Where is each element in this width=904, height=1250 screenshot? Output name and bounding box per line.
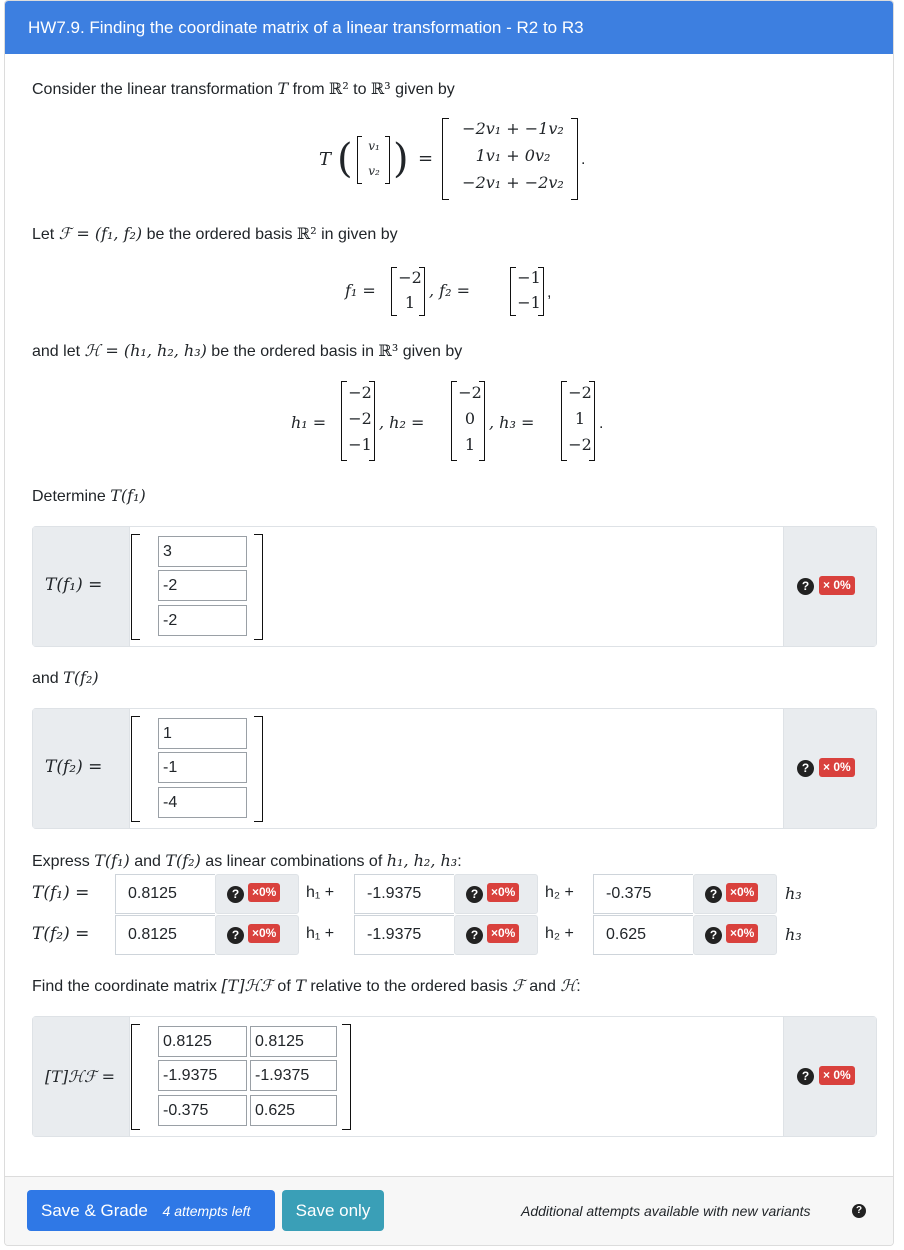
comb-prompt-text: Express bbox=[32, 853, 95, 870]
cm-score-cell bbox=[783, 1017, 876, 1136]
h2-entry-1: −2 bbox=[458, 383, 482, 402]
cm-prompt-mid: of bbox=[272, 978, 296, 995]
comb-row1-h1: h₁ + bbox=[306, 884, 335, 901]
comb-prompt-math2: T(f₂) bbox=[165, 851, 201, 870]
h2-entry-2: 0 bbox=[464, 409, 476, 428]
combinations-prompt bbox=[32, 851, 462, 872]
h1-entry-1: −2 bbox=[348, 383, 372, 402]
cm-score-badge: × 0% bbox=[819, 1066, 855, 1085]
comb-row1-c1-score bbox=[215, 874, 299, 914]
transformation-T: T bbox=[319, 149, 332, 170]
comb-row1-c2-badge: ×0% bbox=[487, 883, 519, 902]
comma-1: , bbox=[547, 284, 552, 301]
q1-help-icon[interactable]: ? bbox=[797, 578, 814, 595]
cm-prompt-text: Find the coordinate matrix bbox=[32, 978, 222, 995]
h3-bracket-right bbox=[589, 381, 595, 461]
comb-prompt-math3: h₁, h₂, h₃ bbox=[386, 851, 458, 870]
h1-entry-2: −2 bbox=[348, 409, 372, 428]
intro-text: Consider the linear transformation bbox=[32, 81, 278, 98]
cm-prompt-math: [T]ℋℱ bbox=[221, 976, 273, 995]
comb-prompt-end: : bbox=[457, 853, 462, 870]
h2-label: , h₂ = bbox=[379, 413, 425, 432]
comb-row2-c2-input[interactable] bbox=[354, 915, 454, 955]
comb-row2-c3-help-icon[interactable]: ? bbox=[705, 927, 722, 944]
transformation-lhs bbox=[319, 149, 331, 170]
h1-label: h₁ = bbox=[291, 413, 327, 432]
h1-bracket-right bbox=[369, 381, 375, 461]
comb-row1-h2: h₂ + bbox=[545, 884, 574, 901]
comb-row2-h3: h₃ bbox=[785, 925, 802, 944]
q1-input-3[interactable] bbox=[158, 605, 247, 636]
comb-row1-c2-help-icon[interactable]: ? bbox=[466, 886, 483, 903]
cm-input-r2c1[interactable] bbox=[158, 1060, 247, 1091]
basis-f-symbol: ℱ = (f₁, f₂) bbox=[58, 224, 143, 243]
q2-input-3[interactable] bbox=[158, 787, 247, 818]
question-title: HW7.9. Finding the coordinate matrix of a linear transformation - R2 to R3 bbox=[5, 1, 893, 54]
q2-label-cell bbox=[33, 709, 130, 828]
h2-bracket-right bbox=[479, 381, 485, 461]
cm-label: [T]ℋℱ = bbox=[45, 1067, 116, 1086]
basis-f-text: be the ordered basis bbox=[142, 226, 297, 243]
q1-prompt-text: Determine bbox=[32, 488, 111, 505]
q2-bracket-right bbox=[254, 716, 263, 822]
comb-row1-c3-input[interactable] bbox=[593, 874, 693, 914]
attempts-left: 4 attempts left bbox=[162, 1203, 251, 1219]
comb-row1-c1-badge: ×0% bbox=[248, 883, 280, 902]
h3-entry-2: 1 bbox=[574, 409, 586, 428]
comb-row2-c1-input[interactable] bbox=[115, 915, 215, 955]
f2-label: , f₂ = bbox=[429, 281, 470, 300]
basis-h-space: ℝ³ bbox=[378, 341, 399, 360]
q2-label: T(f₂) = bbox=[45, 757, 103, 777]
comb-row2-c3-badge: ×0% bbox=[726, 924, 758, 943]
comb-row2-c2-badge: ×0% bbox=[487, 924, 519, 943]
additional-attempts-help-icon[interactable]: ? bbox=[852, 1204, 866, 1218]
h1-entry-3: −1 bbox=[348, 435, 372, 454]
cm-input-r3c2[interactable] bbox=[250, 1095, 337, 1126]
comb-row1-c2-input[interactable] bbox=[354, 874, 454, 914]
paren-left: ( bbox=[337, 136, 353, 182]
q1-input-2[interactable] bbox=[158, 570, 247, 601]
basis-f-paragraph bbox=[32, 224, 398, 245]
q2-bracket-left bbox=[131, 716, 140, 822]
f1-label: f₁ = bbox=[345, 281, 376, 300]
basis-h-paragraph bbox=[32, 341, 462, 362]
equals-sign: = bbox=[418, 148, 434, 169]
question-footer bbox=[5, 1176, 893, 1246]
cm-prompt-F: ℱ bbox=[512, 976, 525, 995]
basis-f-space: ℝ² bbox=[296, 224, 317, 243]
q1-bracket-left bbox=[131, 534, 140, 640]
period-2: . bbox=[599, 415, 604, 432]
question-card bbox=[4, 0, 894, 1246]
comb-prompt-mid: as linear combinations of bbox=[200, 853, 387, 870]
intro-from: from bbox=[288, 81, 330, 98]
cm-input-r3c1[interactable] bbox=[158, 1095, 247, 1126]
input-v1: v₁ bbox=[368, 139, 380, 153]
save-grade-label: Save & Grade bbox=[41, 1201, 148, 1220]
q2-prompt bbox=[32, 668, 99, 689]
comb-prompt-and: and bbox=[129, 853, 166, 870]
output-bracket-left bbox=[442, 118, 449, 200]
basis-h-let: and let bbox=[32, 343, 85, 360]
h3-entry-1: −2 bbox=[568, 383, 592, 402]
q1-label: T(f₁) = bbox=[45, 575, 103, 595]
cm-bracket-right bbox=[342, 1024, 351, 1130]
comb-row2-label: T(f₂) = bbox=[32, 924, 90, 944]
f2-entry-2: −1 bbox=[517, 293, 541, 312]
basis-h-text: be the ordered basis in bbox=[206, 343, 379, 360]
h3-label: , h₃ = bbox=[489, 413, 535, 432]
comb-row1-c3-badge: ×0% bbox=[726, 883, 758, 902]
intro-paragraph bbox=[32, 79, 455, 100]
q1-score-badge: × 0% bbox=[819, 576, 855, 595]
cm-prompt-H: ℋ bbox=[560, 976, 577, 995]
input-bracket-right bbox=[385, 136, 390, 184]
comb-row2-c2-help-icon[interactable]: ? bbox=[466, 927, 483, 944]
paren-right: ) bbox=[393, 136, 409, 182]
q2-input-1[interactable] bbox=[158, 718, 247, 749]
q1-prompt-math: T(f₁) bbox=[110, 486, 146, 505]
output-row-3: −2v₁ + −2v₂ bbox=[462, 173, 564, 192]
comb-row2-c1-badge: ×0% bbox=[248, 924, 280, 943]
cm-bracket-left bbox=[131, 1024, 140, 1130]
comb-row2-c3-input[interactable] bbox=[593, 915, 693, 955]
q1-input-1[interactable] bbox=[158, 536, 247, 567]
comb-row2-c1-help-icon[interactable]: ? bbox=[227, 927, 244, 944]
q2-score-cell bbox=[783, 709, 876, 828]
comb-row2-c2-score bbox=[454, 915, 538, 955]
coord-matrix-prompt bbox=[32, 976, 581, 997]
h3-entry-3: −2 bbox=[568, 435, 592, 454]
basis-f-end: in given by bbox=[316, 226, 398, 243]
cm-prompt-end: : bbox=[576, 978, 581, 995]
q2-prompt-math: T(f₂) bbox=[63, 668, 99, 687]
cm-help-icon[interactable]: ? bbox=[797, 1068, 814, 1085]
f1-bracket-right bbox=[419, 267, 425, 316]
cm-prompt-rel: relative to the ordered basis bbox=[305, 978, 513, 995]
input-bracket-left bbox=[357, 136, 362, 184]
f2-entry-1: −1 bbox=[517, 268, 541, 287]
q1-bracket-right bbox=[254, 534, 263, 640]
period-1: . bbox=[581, 151, 586, 168]
save-only-button[interactable]: Save only bbox=[282, 1190, 384, 1231]
output-row-1: −2v₁ + −1v₂ bbox=[462, 119, 564, 138]
f1-entry-1: −2 bbox=[398, 268, 422, 287]
save-grade-button[interactable] bbox=[27, 1190, 275, 1231]
q2-help-icon[interactable]: ? bbox=[797, 760, 814, 777]
basis-h-symbol: ℋ = (h₁, h₂, h₃) bbox=[84, 341, 207, 360]
cm-prompt-and: and bbox=[524, 978, 561, 995]
comb-row1-h3: h₃ bbox=[785, 884, 802, 903]
comb-row1-c1-input[interactable] bbox=[115, 874, 215, 914]
q1-score-cell bbox=[783, 527, 876, 646]
q2-prompt-text: and bbox=[32, 670, 64, 687]
q1-prompt bbox=[32, 486, 146, 507]
comb-row1-label: T(f₁) = bbox=[32, 883, 90, 903]
output-row-2: 1v₁ + 0v₂ bbox=[475, 146, 551, 165]
intro-given-by: given by bbox=[390, 81, 455, 98]
cm-prompt-T: T bbox=[295, 976, 306, 995]
basis-h-end: given by bbox=[398, 343, 463, 360]
cm-input-r2c2[interactable] bbox=[250, 1060, 337, 1091]
q1-answer-panel bbox=[32, 526, 877, 647]
comb-row2-c3-score bbox=[693, 915, 777, 955]
coord-matrix-panel bbox=[32, 1016, 877, 1137]
q2-score-badge: × 0% bbox=[819, 758, 855, 777]
additional-attempts-text: Additional attempts available with new variants bbox=[521, 1203, 811, 1219]
input-v2: v₂ bbox=[368, 164, 380, 178]
f2-bracket-right bbox=[538, 267, 544, 316]
intro-R2: ℝ² bbox=[329, 79, 349, 98]
h2-entry-3: 1 bbox=[464, 435, 476, 454]
comb-row1-c1-help-icon[interactable]: ? bbox=[227, 886, 244, 903]
comb-prompt-math1: T(f₁) bbox=[94, 851, 130, 870]
comb-row1-c2-score bbox=[454, 874, 538, 914]
comb-row1-c3-score bbox=[693, 874, 777, 914]
q2-input-2[interactable] bbox=[158, 752, 247, 783]
cm-input-r1c2[interactable] bbox=[250, 1026, 337, 1057]
intro-T: T bbox=[277, 79, 289, 98]
cm-input-r1c1[interactable] bbox=[158, 1026, 247, 1057]
output-bracket-right bbox=[571, 118, 578, 200]
cm-label-cell bbox=[33, 1017, 130, 1136]
intro-to: to bbox=[348, 81, 371, 98]
f1-entry-2: 1 bbox=[404, 293, 416, 312]
intro-R3: ℝ³ bbox=[370, 79, 391, 98]
q2-answer-panel bbox=[32, 708, 877, 829]
q1-label-cell bbox=[33, 527, 130, 646]
basis-f-let: Let bbox=[32, 226, 59, 243]
comb-row1-c3-help-icon[interactable]: ? bbox=[705, 886, 722, 903]
comb-row2-h1: h₁ + bbox=[306, 925, 335, 942]
comb-row2-h2: h₂ + bbox=[545, 925, 574, 942]
comb-row2-c1-score bbox=[215, 915, 299, 955]
